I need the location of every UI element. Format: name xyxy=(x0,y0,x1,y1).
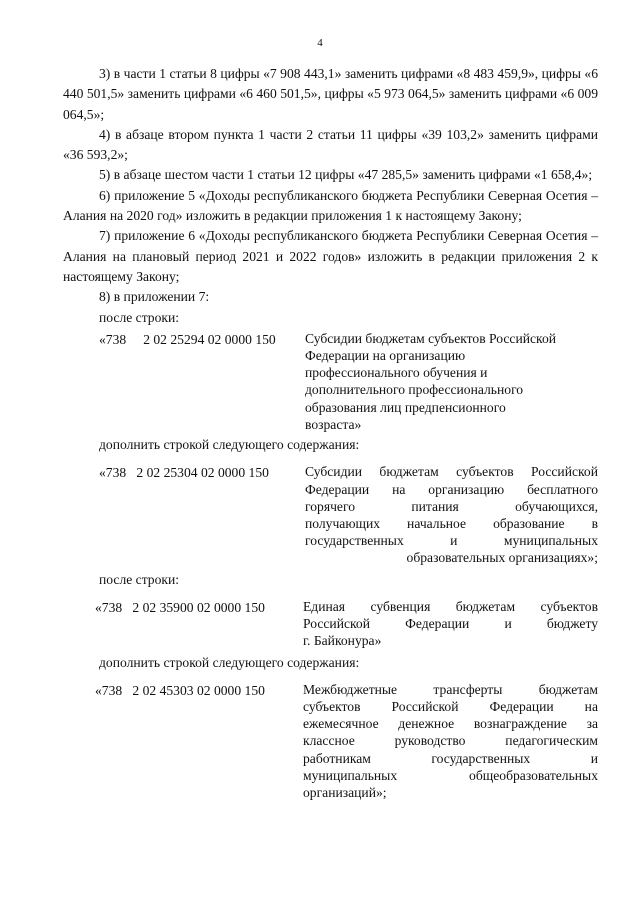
document-body xyxy=(63,64,598,801)
row-description: Межбюджетные трансферты бюджетам субъектов Российской Федерации на ежемесячное денежное вознаграждение за классное руководство педагогическим работникам государственных и муниципальных общеобразовательных организаций»; xyxy=(303,681,598,801)
row-prefix: «738 xyxy=(99,465,127,481)
budget-row-25294 xyxy=(63,330,598,433)
row-code: 2 02 35900 02 0000 150 xyxy=(132,599,265,615)
row-description: Субсидии бюджетам субъектов Российской Федерации на организацию профессионального обучения и дополнительного профессионального образования лиц предпенсионного возраста» xyxy=(305,330,557,432)
row-code: 2 02 45303 02 0000 150 xyxy=(132,682,265,698)
budget-row-25304 xyxy=(63,463,598,566)
page-number: 4 xyxy=(317,37,323,49)
paragraph-item-3: 3) в части 1 статьи 8 цифры «7 908 443,1» заменить цифрами «8 483 459,9», цифры «6 440 501,5» заменить цифрами «6 460 501,5», цифры «5 973 064,5» заменить цифрами «6 009 064,5»; xyxy=(63,66,598,122)
budget-row-35900 xyxy=(63,598,598,650)
after-row-label: после строки: xyxy=(99,309,180,325)
paragraph-item-6: 6) приложение 5 «Доходы республиканского бюджета Республики Северная Осетия – Алания на 2020 год» изложить в редакции приложения 1 к настоящему Закону; xyxy=(63,187,598,224)
after-row-label-2: после строки: xyxy=(99,571,180,587)
row-code: 2 02 25294 02 0000 150 xyxy=(143,331,276,347)
row-prefix: «738 xyxy=(95,682,123,698)
row-description: Субсидии бюджетам субъектов Российской Федерации на организацию бесплатного горячего питания обучающихся, получающих начальное образование в государственных и муниципальных образовательных организациях»; xyxy=(305,464,598,566)
row-prefix: «738 xyxy=(99,331,127,347)
paragraph-item-8: 8) в приложении 7: xyxy=(99,289,210,305)
paragraph-item-5: 5) в абзаце шестом части 1 статьи 12 цифры «47 285,5» заменить цифрами «1 658,4»; xyxy=(99,167,593,183)
row-prefix: «738 xyxy=(95,599,123,615)
budget-row-45303 xyxy=(63,681,598,801)
add-row-label-2: дополнить строкой следующего содержания: xyxy=(99,654,360,670)
row-description: Единая субвенция бюджетам субъектов Российской Федерации и бюджету г. Байконура» xyxy=(303,598,598,649)
paragraph-item-7: 7) приложение 6 «Доходы республиканского бюджета Республики Северная Осетия – Алания на плановый период 2021 и 2022 годов» изложить в редакции приложения 2 к настоящему Закону; xyxy=(63,228,598,284)
row-code: 2 02 25304 02 0000 150 xyxy=(136,465,269,481)
paragraph-item-4: 4) в абзаце втором пункта 1 части 2 статьи 11 цифры «39 103,2» заменить цифрами «36 593,2»; xyxy=(63,126,598,163)
add-row-label: дополнить строкой следующего содержания: xyxy=(99,437,360,453)
